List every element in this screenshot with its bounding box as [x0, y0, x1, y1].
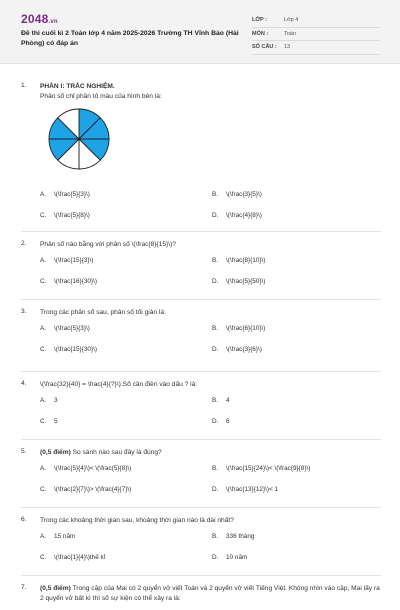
answer-option[interactable] [212, 465, 310, 472]
question-body: Phân số nào bằng với phân số \(\frac{8}{15}\)? [40, 241, 176, 248]
answer-option[interactable] [40, 533, 75, 540]
option-letter: A. [40, 533, 47, 540]
question-divider [21, 439, 381, 440]
question-item [0, 78, 400, 228]
question-item [0, 304, 400, 368]
question-text [40, 584, 385, 604]
answer-option[interactable] [212, 346, 262, 353]
meta-label: SỐ CÂU : [252, 44, 277, 51]
meta-value: 13 [284, 44, 291, 51]
option-letter: A. [40, 397, 47, 404]
question-bold-label: (0,5 điểm) [40, 585, 71, 592]
option-letter: D. [212, 554, 219, 561]
option-text: \(\frac{6}{10}\) [226, 325, 266, 332]
option-letter: B. [212, 533, 219, 540]
question-item [0, 580, 400, 610]
option-letter: B. [212, 465, 219, 472]
page-header [0, 0, 400, 64]
option-letter: A. [40, 257, 47, 264]
logo-suffix: .vn [48, 19, 58, 25]
question-number: 2. [21, 240, 27, 247]
option-text: \(\frac{16}{30}\) [54, 278, 97, 285]
answer-option[interactable] [212, 554, 247, 561]
question-item [0, 512, 400, 572]
question-divider [21, 299, 381, 300]
option-letter: B. [212, 397, 219, 404]
meta-value: Toán [284, 30, 296, 37]
answer-option[interactable] [40, 278, 97, 285]
question-divider [21, 507, 381, 508]
question-body: Trong các phân số sau, phân số tối giản là: [40, 309, 166, 316]
fraction-pie-figure [47, 107, 111, 171]
question-body: So sánh nào sau đây là đúng? [70, 449, 162, 456]
option-text: 3 [54, 397, 58, 404]
option-text: 15 năm [54, 533, 76, 540]
option-letter: C. [40, 486, 47, 493]
answer-option[interactable] [212, 191, 262, 198]
answer-option[interactable] [212, 325, 265, 332]
question-number: 7. [21, 584, 27, 591]
option-text: \(\frac{8}{10}\) [226, 257, 266, 264]
option-text: 4 [226, 397, 230, 404]
answer-option[interactable] [212, 212, 262, 219]
option-letter: A. [40, 325, 47, 332]
option-letter: C. [40, 554, 47, 561]
meta-value: Lớp 4 [284, 17, 299, 24]
question-number: 1. [21, 82, 27, 89]
answer-option[interactable] [212, 257, 265, 264]
question-bold-label: PHẦN I: TRẮC NGHIỆM. [40, 83, 115, 90]
option-letter: C. [40, 346, 47, 353]
answer-option[interactable] [40, 418, 58, 425]
option-letter: B. [212, 191, 219, 198]
answer-option[interactable] [40, 397, 58, 404]
question-subtext: Phân số chỉ phần tô màu của hình bên là: [40, 93, 162, 100]
answer-option[interactable] [212, 418, 230, 425]
option-text: \(\frac{13}{12}\)< 1 [226, 486, 279, 493]
exam-title: Đề thi cuối kì 2 Toán lớp 4 năm 2025-2026 Trường TH Vĩnh Bảo (Hải Phòng) có đáp án [21, 30, 239, 47]
option-text: \(\frac{5}{8}\) [54, 212, 90, 219]
question-number: 3. [21, 308, 27, 315]
answer-option[interactable] [40, 554, 105, 561]
option-text: 10 năm [226, 554, 248, 561]
answer-option[interactable] [40, 346, 97, 353]
question-divider [21, 371, 381, 372]
answer-option[interactable] [212, 533, 254, 540]
answer-option[interactable] [212, 397, 230, 404]
option-text: \(\frac{3}{6}\) [226, 346, 262, 353]
meta-row-class [252, 14, 380, 28]
question-text [40, 308, 385, 318]
question-item [0, 236, 400, 296]
option-text: \(\frac{5}{3}\) [54, 191, 90, 198]
meta-row-subject [252, 28, 380, 42]
option-letter: B. [212, 257, 219, 264]
answer-option[interactable] [40, 191, 90, 198]
option-text: 336 tháng [226, 533, 255, 540]
answer-option[interactable] [212, 278, 265, 285]
meta-label: LỚP : [252, 17, 267, 24]
option-letter: D. [212, 212, 219, 219]
question-text [40, 448, 385, 458]
option-letter: B. [212, 325, 219, 332]
option-letter: C. [40, 212, 47, 219]
option-text: \(\frac{2}{7}\)> \(\frac{4}{7}\) [54, 486, 132, 493]
meta-label: MÔN : [252, 30, 269, 37]
option-text: \(\frac{5}{4}\)< \(\frac{5}{8}\) [54, 465, 132, 472]
question-text [40, 380, 385, 390]
question-number: 5. [21, 448, 27, 455]
question-item [0, 444, 400, 504]
site-logo[interactable] [21, 12, 58, 26]
option-letter: D. [212, 486, 219, 493]
question-text [40, 240, 385, 250]
answer-option[interactable] [40, 257, 93, 264]
question-divider [21, 575, 381, 576]
option-letter: A. [40, 191, 47, 198]
answer-option[interactable] [40, 212, 90, 219]
option-letter: D. [212, 346, 219, 353]
option-letter: C. [40, 278, 47, 285]
question-number: 4. [21, 380, 27, 387]
answer-option[interactable] [40, 325, 90, 332]
answer-option[interactable] [40, 486, 131, 493]
option-text: \(\frac{5}{50}\) [226, 278, 266, 285]
option-letter: C. [40, 418, 47, 425]
answer-option[interactable] [40, 465, 131, 472]
question-text [40, 82, 385, 102]
option-text: \(\frac{15}{3}\) [54, 257, 94, 264]
option-letter: D. [212, 418, 219, 425]
answer-option[interactable] [212, 486, 278, 493]
option-text: 5 [54, 418, 58, 425]
option-letter: A. [40, 465, 47, 472]
option-text: \(\frac{5}{3}\) [54, 325, 90, 332]
logo-text: 2048 [21, 12, 49, 26]
option-letter: D. [212, 278, 219, 285]
question-text [40, 516, 385, 526]
option-text: \(\frac{15}{24}\)< \(\frac{9}{8}\) [226, 465, 311, 472]
question-body: \(\frac{32}{40} = \frac{4}{?}\).Số cần điền vào dấu ? là: [40, 381, 198, 388]
option-text: \(\frac{4}{8}\) [226, 212, 262, 219]
question-body: Trong các khoảng thời gian sau, khoảng thời gian nào là dài nhất? [40, 517, 234, 524]
option-text: \(\frac{1}{4}\)thế kỉ [54, 554, 106, 561]
meta-row-count [252, 41, 380, 55]
question-divider [21, 231, 381, 232]
question-number: 6. [21, 516, 27, 523]
option-text: 6 [226, 418, 230, 425]
question-bold-label: (0,5 điểm) [40, 449, 71, 456]
option-text: \(\frac{15}{30}\) [54, 346, 97, 353]
question-item [0, 376, 400, 436]
question-body: Trong cặp của Mai có 2 quyển vở viết Toán và 2 quyển vở viết Tiếng Việt. Không nhìn vào cặp, Mai lấy ra 2 quyển vở bất kì thì số sự kiện có thể xảy ra là: [40, 585, 380, 602]
option-text: \(\frac{3}{5}\) [226, 191, 262, 198]
exam-meta [252, 14, 380, 55]
